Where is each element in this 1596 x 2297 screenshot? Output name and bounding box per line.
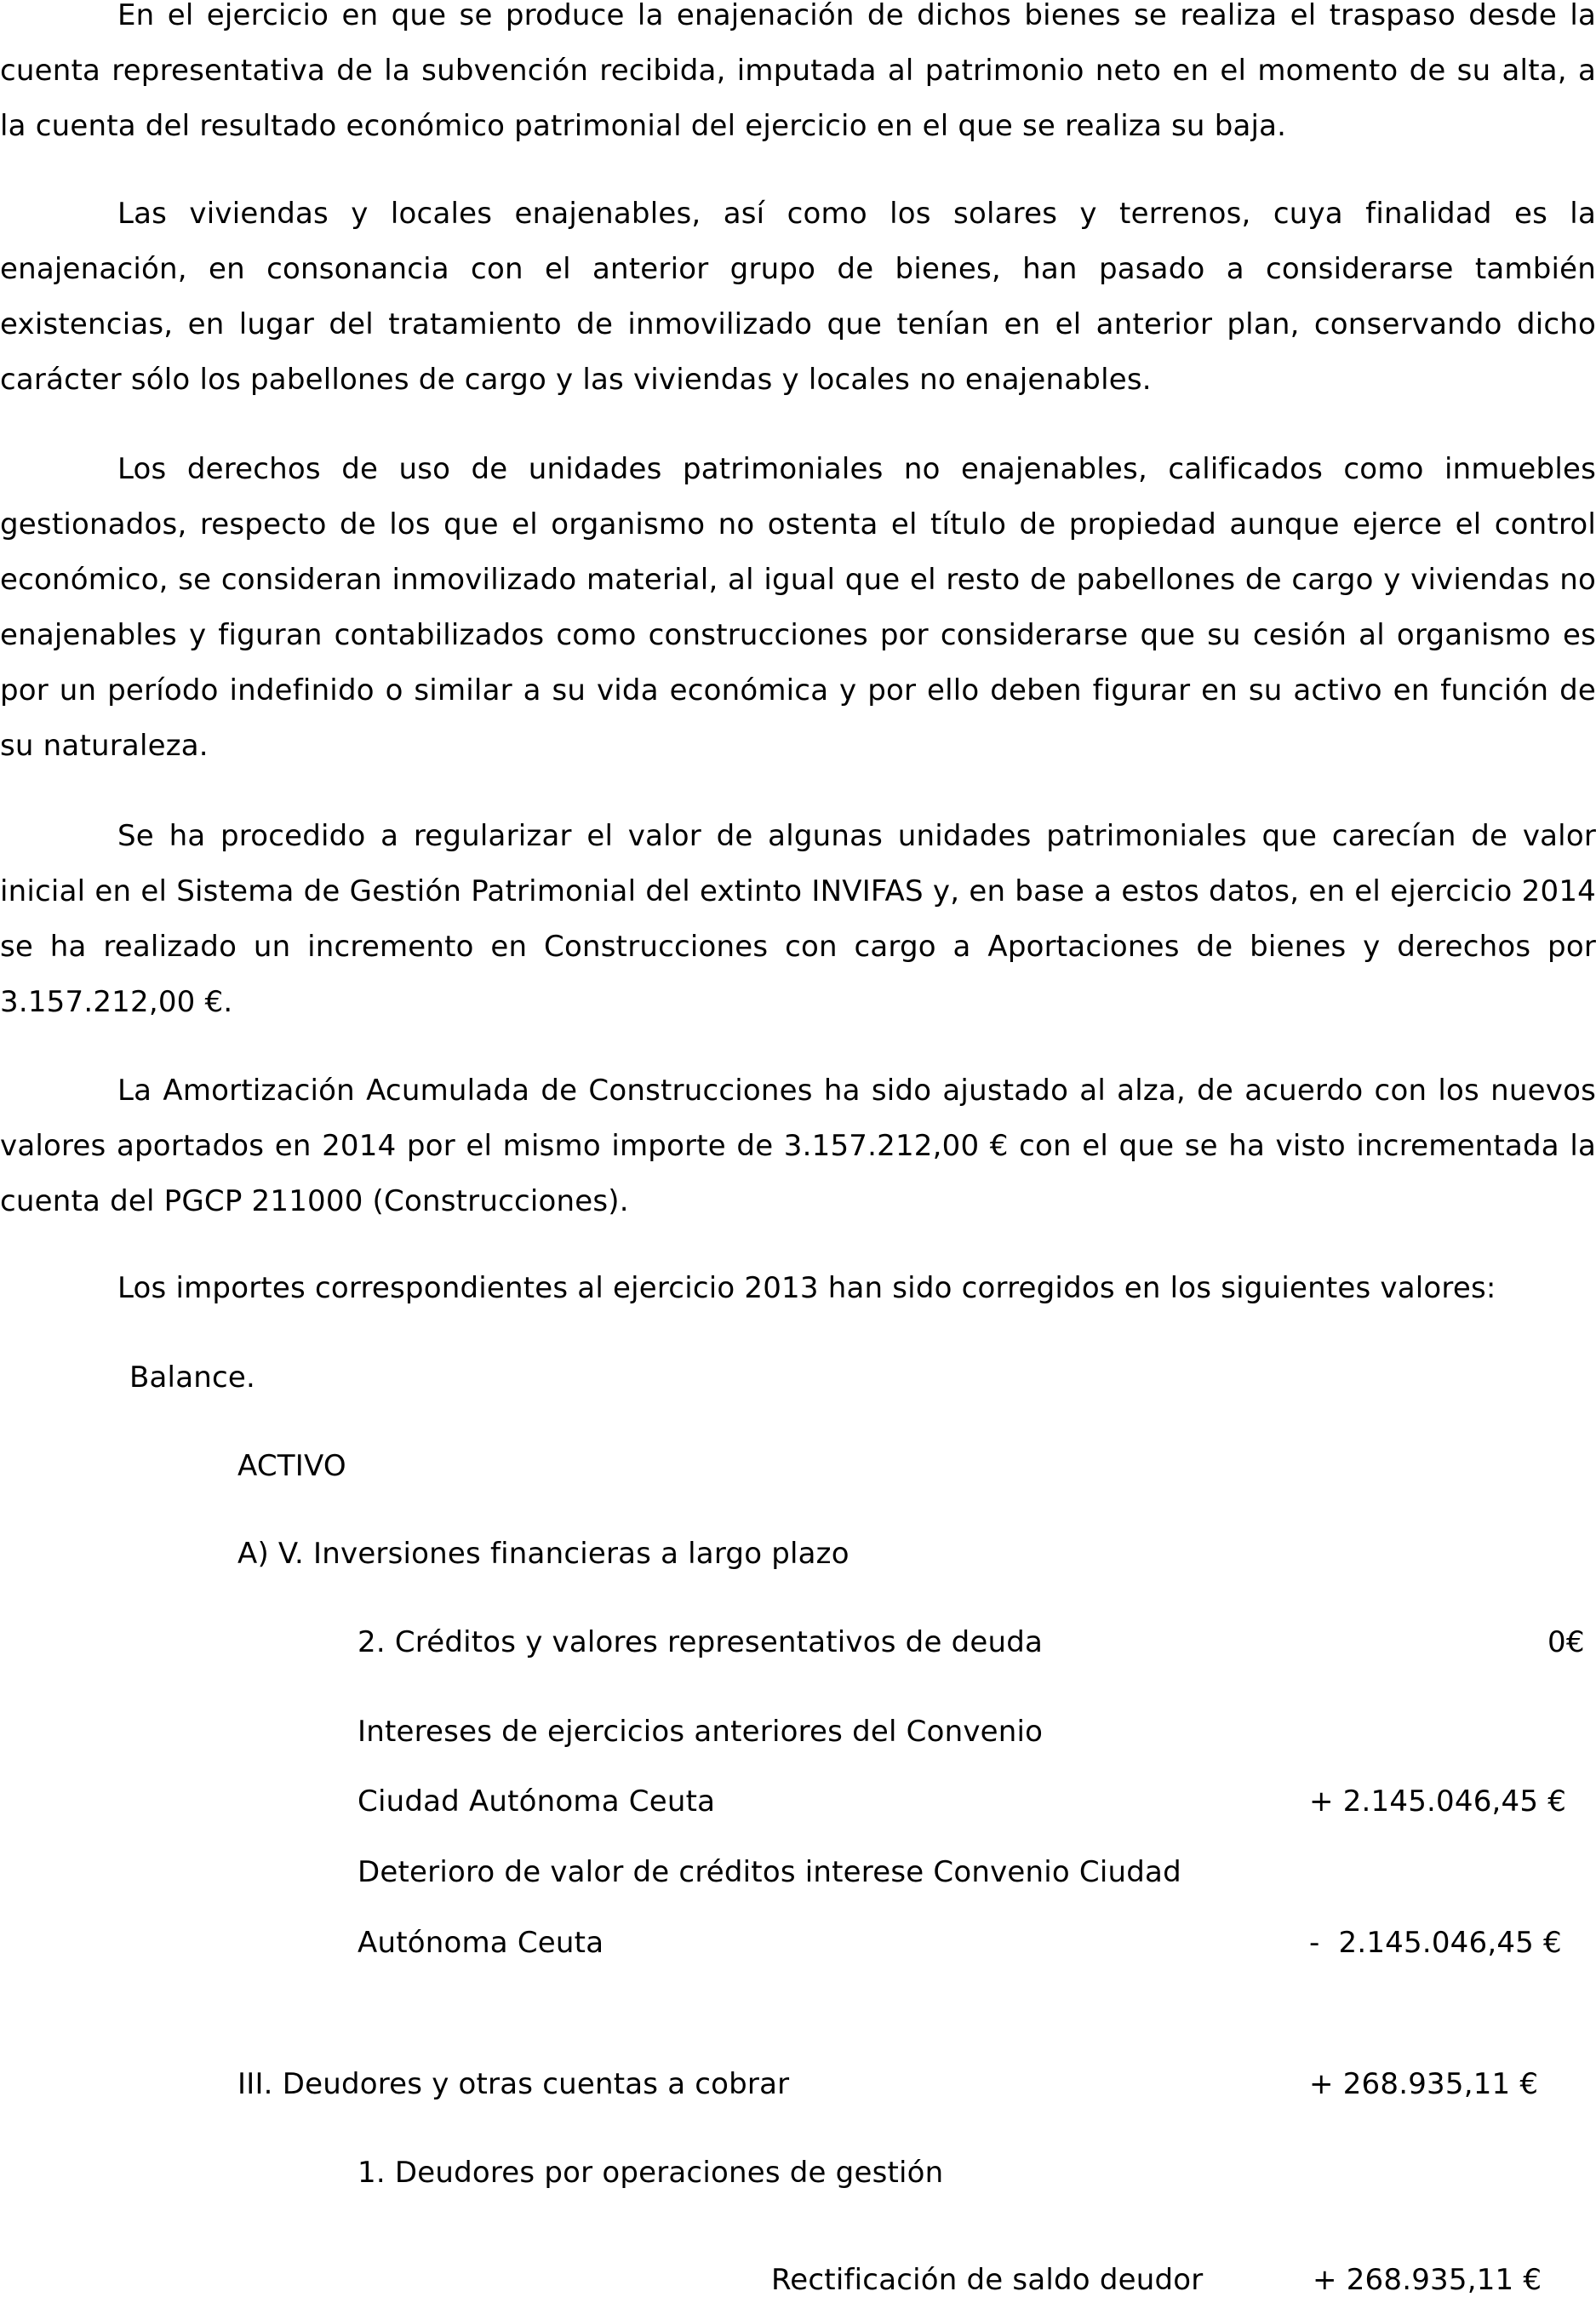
- paragraph-regularizacion: Se ha procedido a regularizar el valor de algunas unidades patrimoniales que carecían de valor inicial en el Sistema de Gestión Patrimonial del extinto INVIFAS y, en base a estos datos, en el ejercicio 2014 se ha realizado un incremento en Construcciones con cargo a Aportaciones de bienes y derechos por 3.157.212,00 €.: [0, 819, 1596, 1019]
- item-creditos-value: 0€: [1547, 1625, 1585, 1659]
- section-iii-deudores-label: III. Deudores y otras cuentas a cobrar: [237, 2067, 790, 2101]
- paragraph-importes-2013: Los importes correspondientes al ejercicio 2013 han sido corregidos en los siguientes valores:: [117, 1271, 1496, 1305]
- activo-heading: ACTIVO: [237, 1449, 346, 1483]
- rectificacion-label: Rectificación de saldo deudor: [771, 2263, 1204, 2297]
- deterioro-value: - 2.145.046,45 €: [1309, 1926, 1562, 1960]
- intereses-value: + 2.145.046,45 €: [1309, 1784, 1567, 1819]
- section-a-inversiones: A) V. Inversiones financieras a largo plazo: [237, 1537, 849, 1571]
- paragraph-derechos-uso: Los derechos de uso de unidades patrimoniales no enajenables, calificados como inmuebles gestionados, respecto de los que el organismo no ostenta el título de propiedad aunque ejerce el control económico, se consideran inmovilizado material, al igual que el resto de pabellones de cargo y viviendas no enajenables y figuran contabilizados como construcciones por considerarse que su cesión al organismo es por un período indefinido o similar a su vida económica y por ello deben figurar en su activo en función de su naturaleza.: [0, 452, 1596, 763]
- rectificacion-value: + 268.935,11 €: [1313, 2263, 1542, 2297]
- section-iii-deudores-value: + 268.935,11 €: [1309, 2067, 1539, 2101]
- deterioro-label-line2: Autónoma Ceuta: [358, 1926, 604, 1960]
- paragraph-traspaso: En el ejercicio en que se produce la enajenación de dichos bienes se realiza el traspaso desde la cuenta representativa de la subvención recibida, imputada al patrimonio neto en el momento de su alta, a la cuenta del resultado económico patrimonial del ejercicio en el que se realiza su baja.: [0, 0, 1596, 143]
- item-creditos-label: 2. Créditos y valores representativos de deuda: [358, 1625, 1044, 1659]
- intereses-label-line1: Intereses de ejercicios anteriores del Convenio: [358, 1715, 1044, 1749]
- paragraph-viviendas: Las viviendas y locales enajenables, así como los solares y terrenos, cuya finalidad es la enajenación, en consonancia con el anterior grupo de bienes, han pasado a considerarse también existencias, en lugar del tratamiento de inmovilizado que tenían en el anterior plan, conservando dicho carácter sólo los pabellones de cargo y las viviendas y locales no enajenables.: [0, 197, 1596, 397]
- paragraph-amortizacion: La Amortización Acumulada de Construcciones ha sido ajustado al alza, de acuerdo con los nuevos valores aportados en 2014 por el mismo importe de 3.157.212,00 € con el que se ha visto incrementada la cuenta del PGCP 211000 (Construcciones).: [0, 1074, 1596, 1218]
- balance-heading: Balance.: [129, 1360, 256, 1395]
- deterioro-label-line1: Deterioro de valor de créditos interese Convenio Ciudad: [358, 1855, 1181, 1889]
- intereses-label-line2: Ciudad Autónoma Ceuta: [358, 1784, 716, 1819]
- item-deudores-gestion: 1. Deudores por operaciones de gestión: [358, 2156, 944, 2190]
